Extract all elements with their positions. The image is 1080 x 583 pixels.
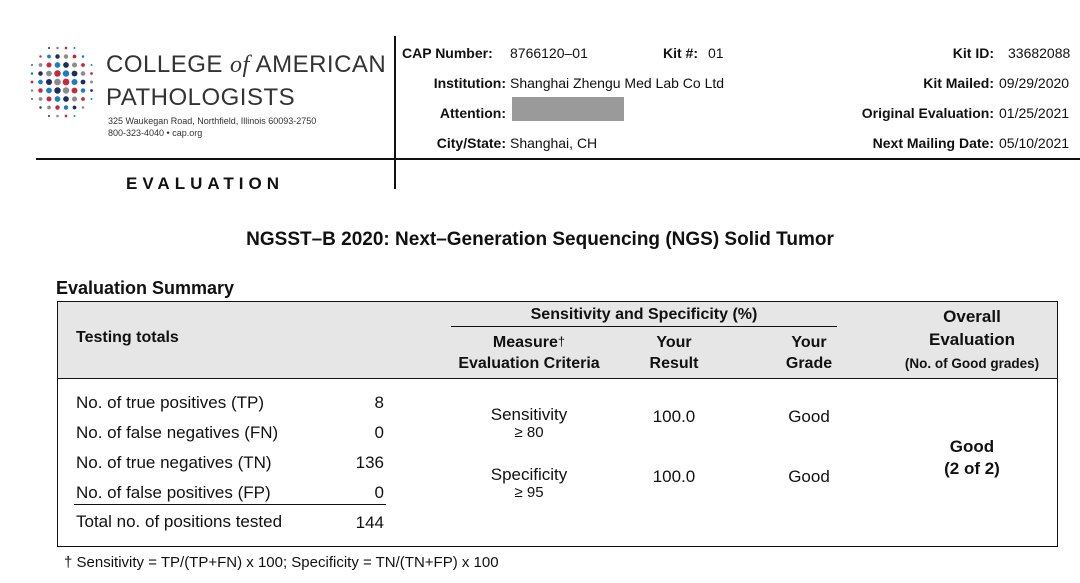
overall-header-1: Overall	[943, 307, 1001, 326]
next-mailing-label: Next Mailing Date:	[872, 135, 994, 151]
row-tn-value: 136	[355, 453, 384, 472]
logo-dot	[91, 98, 93, 100]
logo-dot	[91, 64, 93, 66]
logo-dot	[82, 106, 85, 109]
logo-dot	[63, 87, 69, 93]
sens-spec-underline	[451, 326, 837, 327]
logo-dot	[55, 96, 61, 102]
measure-header: Measure†	[492, 334, 566, 351]
logo-dot	[39, 106, 41, 108]
specificity-result: 100.0	[652, 467, 696, 486]
row-total-label: Total no. of positions tested	[76, 512, 283, 531]
logo-dot	[55, 62, 61, 68]
specificity-criteria: ≥ 95	[514, 484, 544, 501]
logo-dot	[31, 81, 34, 84]
logo-dot	[55, 105, 59, 109]
institution-label: Institution:	[433, 75, 506, 91]
logo-dot	[81, 63, 85, 67]
page-title: NGSST–B 2020: Next–Generation Sequencing (NGS) Solid Tumor	[246, 229, 834, 250]
logo-dot	[54, 87, 60, 93]
logo-dot	[64, 54, 68, 58]
logo-dot	[54, 79, 61, 86]
logo-dot	[48, 47, 50, 49]
row-tn-label: No. of true negatives (TN)	[76, 453, 272, 472]
kit-num-label: Kit #:	[663, 45, 698, 61]
logo-dot	[90, 89, 93, 92]
logo-dot	[72, 62, 77, 67]
logo-dot	[39, 97, 43, 101]
your-result-header-2: Result	[649, 355, 699, 372]
org-name-line1: COLLEGE of AMERICAN	[106, 51, 387, 78]
your-grade-header-1: Your	[791, 334, 827, 351]
city-state-value: Shanghai, CH	[510, 135, 598, 151]
kit-mailed-value: 09/29/2020	[999, 75, 1070, 91]
sensitivity-result: 100.0	[652, 407, 696, 426]
cap-number-label: CAP Number:	[402, 45, 493, 61]
your-result-header-1: Your	[656, 334, 692, 351]
overall-header-3: (No. of Good grades)	[904, 356, 1040, 371]
logo-dot	[38, 88, 43, 93]
logo-dot	[46, 88, 52, 94]
logo-dot	[65, 115, 68, 118]
row-tp-label: No. of true positives (TP)	[76, 393, 265, 412]
row-fp-value: 0	[374, 483, 384, 502]
logo-dot	[64, 105, 68, 109]
testing-totals-header: Testing totals	[76, 329, 179, 346]
logo-dot	[46, 96, 51, 101]
logo-dot	[81, 80, 86, 85]
header-vertical-divider	[394, 36, 396, 189]
row-fn-label: No. of false negatives (FN)	[76, 423, 279, 442]
logo-dot	[72, 96, 77, 101]
kit-mailed-label: Kit Mailed:	[923, 75, 994, 91]
logo-dot	[31, 72, 34, 75]
logo-dot	[81, 71, 86, 76]
org-name-line2: PATHOLOGISTS	[106, 84, 296, 111]
sens-spec-header: Sensitivity and Specificity (%)	[530, 306, 758, 323]
original-evaluation-value: 01/25/2021	[999, 105, 1070, 121]
org-address: 325 Waukegan Road, Northfield, Illinois 60093-2750	[108, 116, 317, 126]
city-state-label: City/State:	[436, 135, 506, 151]
logo-dot	[56, 115, 59, 118]
original-evaluation-label: Original Evaluation:	[861, 105, 994, 121]
logo-dot	[72, 88, 78, 94]
kit-num-value: 01	[708, 45, 724, 61]
logo-dot	[90, 81, 93, 84]
kit-id-value: 33682088	[1008, 45, 1071, 61]
logo-dot	[63, 62, 69, 68]
logo-dot	[73, 55, 77, 59]
header-horizontal-divider	[36, 158, 1080, 160]
logo-dot	[73, 47, 75, 49]
logo-dot	[54, 70, 60, 76]
section-label: EVALUATION	[126, 174, 284, 193]
logo-dot	[63, 79, 70, 86]
logo-dot	[63, 96, 69, 102]
logo-dot	[46, 62, 51, 67]
logo-dot	[82, 55, 85, 58]
summary-title: Evaluation Summary	[56, 278, 235, 298]
row-fp-label: No. of false positives (FP)	[76, 483, 271, 502]
logo-dot	[65, 47, 68, 50]
logo-dot	[39, 63, 43, 67]
logo-dot	[47, 106, 51, 110]
logo-dot	[73, 115, 75, 117]
attention-label: Attention:	[439, 105, 506, 121]
logo-dot	[31, 89, 34, 92]
logo-dot	[47, 55, 51, 59]
org-phone: 800-323-4040 • cap.org	[108, 128, 203, 138]
logo-dot	[73, 106, 77, 110]
subtotal-line	[74, 504, 386, 505]
logo-dot	[46, 71, 52, 77]
logo-dot	[71, 79, 77, 85]
logo-dot	[38, 80, 43, 85]
logo-dot	[72, 71, 78, 77]
logo-dot	[38, 71, 43, 76]
next-mailing-value: 05/10/2021	[999, 135, 1070, 151]
logo-dot	[39, 55, 41, 57]
logo-dot	[55, 54, 59, 58]
kit-id-label: Kit ID:	[952, 45, 994, 61]
row-total-value: 144	[355, 513, 384, 532]
overall-count: (2 of 2)	[944, 459, 1000, 478]
cap-logo-icon	[28, 44, 96, 120]
your-grade-header-2: Grade	[785, 355, 833, 372]
sensitivity-name: Sensitivity	[490, 405, 568, 424]
cap-number-value: 8766120–01	[510, 45, 588, 61]
overall-header-2: Evaluation	[929, 330, 1015, 349]
sensitivity-grade: Good	[788, 407, 830, 426]
logo-dot	[81, 97, 85, 101]
institution-value: Shanghai Zhengu Med Lab Co Ltd	[510, 75, 725, 91]
specificity-grade: Good	[788, 467, 830, 486]
row-fn-value: 0	[374, 423, 384, 442]
footnote: † Sensitivity = TP/(TP+FN) x 100; Specificity = TN/(TN+FP) x 100	[64, 554, 499, 571]
evaluation-criteria-header: Evaluation Criteria	[458, 355, 600, 372]
logo-dot	[46, 79, 52, 85]
logo-dot	[63, 70, 69, 76]
logo-dot	[81, 88, 86, 93]
redacted-attention-box	[512, 97, 624, 121]
overall-grade: Good	[949, 437, 995, 456]
logo-dot	[48, 115, 50, 117]
logo-dot	[90, 72, 93, 75]
row-tp-value: 8	[374, 393, 384, 412]
sensitivity-criteria: ≥ 80	[514, 424, 544, 441]
logo-dot	[31, 98, 33, 100]
logo-dot	[56, 47, 59, 50]
logo-dot	[31, 64, 33, 66]
specificity-name: Specificity	[490, 465, 568, 484]
